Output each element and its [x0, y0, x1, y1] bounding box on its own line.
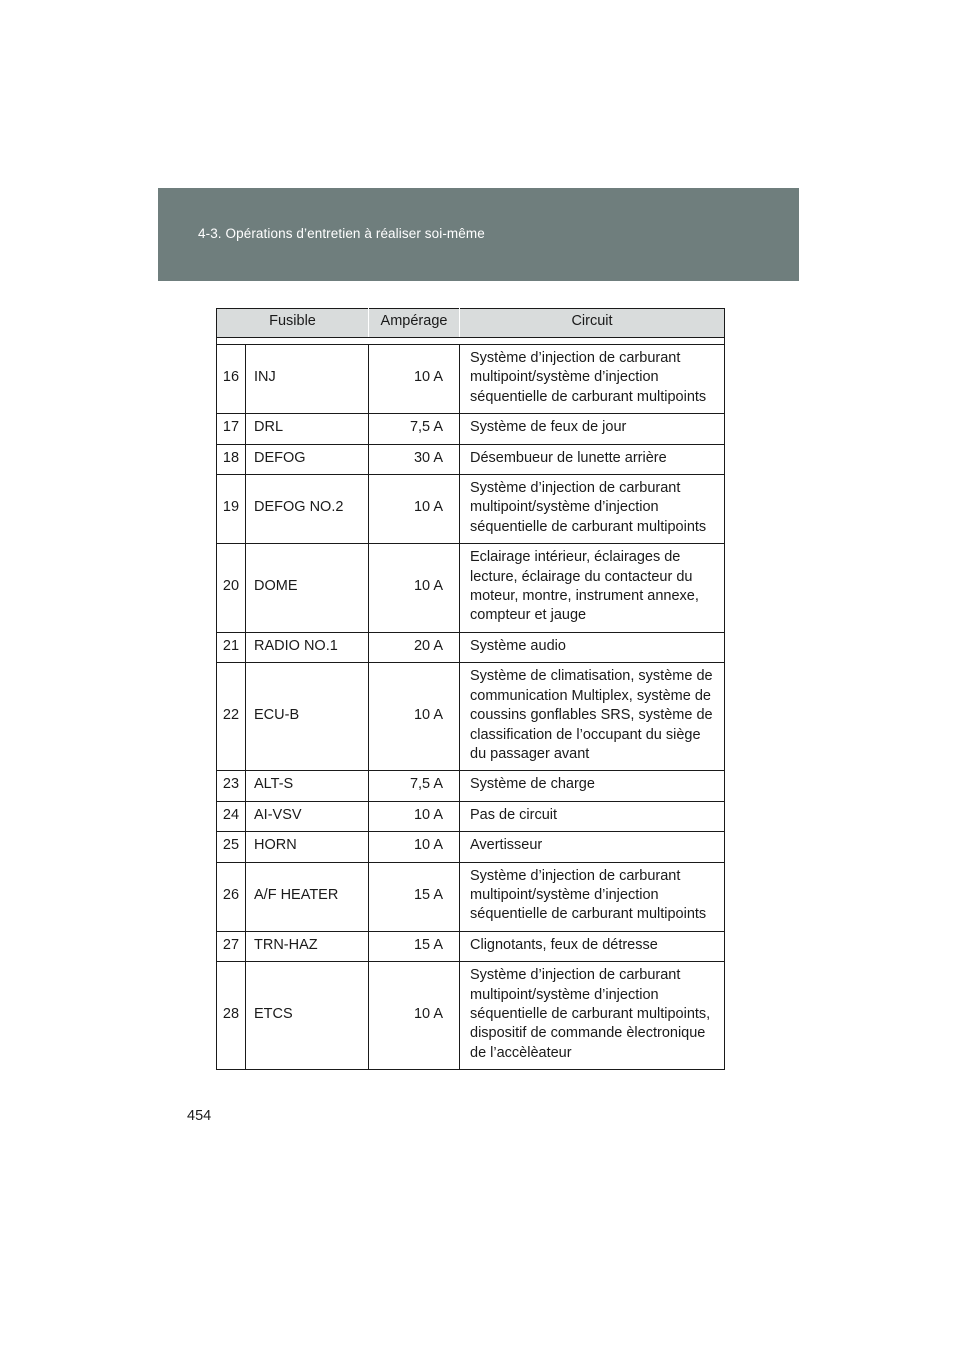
fuse-number-cell: 18	[217, 444, 246, 474]
fuse-name-cell: TRN-HAZ	[246, 931, 369, 961]
circuit-cell: Système d’injection de carburant multipoint/système d’injection séquentielle de carburant multipoints	[460, 475, 725, 544]
fuse-name-cell: ECU-B	[246, 663, 369, 771]
amperage-cell: 20 A	[369, 632, 460, 662]
section-header-band	[158, 188, 799, 281]
table-row	[217, 444, 725, 474]
amperage-cell: 30 A	[369, 444, 460, 474]
amperage-cell: 10 A	[369, 962, 460, 1070]
fuse-number-cell: 27	[217, 931, 246, 961]
fuse-number-cell: 19	[217, 475, 246, 544]
fuse-name-cell: DRL	[246, 414, 369, 444]
fuse-table	[216, 308, 725, 1070]
fuse-number-cell: 23	[217, 771, 246, 801]
table-row	[217, 962, 725, 1070]
fuse-number-cell: 26	[217, 862, 246, 931]
fuse-name-cell: AI-VSV	[246, 801, 369, 831]
circuit-cell: Eclairage intérieur, éclairages de lecture, éclairage du contacteur du moteur, montre, instrument annexe, compteur et jauge	[460, 544, 725, 633]
amperage-cell: 15 A	[369, 931, 460, 961]
column-header-amperage: Ampérage	[369, 309, 460, 338]
amperage-cell: 7,5 A	[369, 414, 460, 444]
circuit-cell: Système de climatisation, système de communication Multiplex, système de coussins gonflables SRS, système de classification de l’occupant du siège du passager avant	[460, 663, 725, 771]
circuit-cell: Système d’injection de carburant multipoint/système d’injection séquentielle de carburant multipoints	[460, 862, 725, 931]
circuit-cell: Système d’injection de carburant multipoint/système d’injection séquentielle de carburant multipoints, dispositif de commande èlectronique de l’accèlèateur	[460, 962, 725, 1070]
fuse-number-cell: 21	[217, 632, 246, 662]
fuse-name-cell: DEFOG NO.2	[246, 475, 369, 544]
amperage-cell: 10 A	[369, 663, 460, 771]
amperage-cell: 10 A	[369, 544, 460, 633]
amperage-cell: 10 A	[369, 345, 460, 414]
fuse-number-cell: 16	[217, 345, 246, 414]
amperage-cell: 15 A	[369, 862, 460, 931]
fuse-name-cell: DOME	[246, 544, 369, 633]
table-row	[217, 663, 725, 771]
circuit-cell: Pas de circuit	[460, 801, 725, 831]
amperage-cell: 10 A	[369, 475, 460, 544]
circuit-cell: Avertisseur	[460, 832, 725, 862]
column-header-fusible: Fusible	[217, 309, 369, 338]
fuse-number-cell: 28	[217, 962, 246, 1070]
table-row	[217, 544, 725, 633]
circuit-cell: Système de charge	[460, 771, 725, 801]
circuit-cell: Clignotants, feux de détresse	[460, 931, 725, 961]
fuse-name-cell: ETCS	[246, 962, 369, 1070]
circuit-cell: Désembueur de lunette arrière	[460, 444, 725, 474]
page-number: 454	[187, 1108, 212, 1124]
column-header-circuit: Circuit	[460, 309, 725, 338]
table-row	[217, 414, 725, 444]
table-row	[217, 345, 725, 414]
circuit-cell: Système de feux de jour	[460, 414, 725, 444]
table-row	[217, 475, 725, 544]
table-row	[217, 632, 725, 662]
table-row	[217, 862, 725, 931]
fuse-name-cell: DEFOG	[246, 444, 369, 474]
fuse-number-cell: 17	[217, 414, 246, 444]
circuit-cell: Système audio	[460, 632, 725, 662]
circuit-cell: Système d’injection de carburant multipoint/système d’injection séquentielle de carburant multipoints	[460, 345, 725, 414]
table-header-row	[217, 309, 725, 338]
table-row	[217, 801, 725, 831]
fuse-name-cell: RADIO NO.1	[246, 632, 369, 662]
amperage-cell: 10 A	[369, 832, 460, 862]
fuse-name-cell: INJ	[246, 345, 369, 414]
table-row	[217, 771, 725, 801]
header-spacer-row	[217, 338, 725, 345]
table-row	[217, 931, 725, 961]
fuse-name-cell: HORN	[246, 832, 369, 862]
fuse-number-cell: 22	[217, 663, 246, 771]
fuse-number-cell: 24	[217, 801, 246, 831]
fuse-table-body	[217, 338, 725, 1070]
fuse-name-cell: A/F HEATER	[246, 862, 369, 931]
amperage-cell: 10 A	[369, 801, 460, 831]
amperage-cell: 7,5 A	[369, 771, 460, 801]
fuse-number-cell: 25	[217, 832, 246, 862]
fuse-number-cell: 20	[217, 544, 246, 633]
fuse-name-cell: ALT-S	[246, 771, 369, 801]
section-title: 4-3. Opérations d’entretien à réaliser soi-même	[198, 226, 485, 241]
table-row	[217, 832, 725, 862]
